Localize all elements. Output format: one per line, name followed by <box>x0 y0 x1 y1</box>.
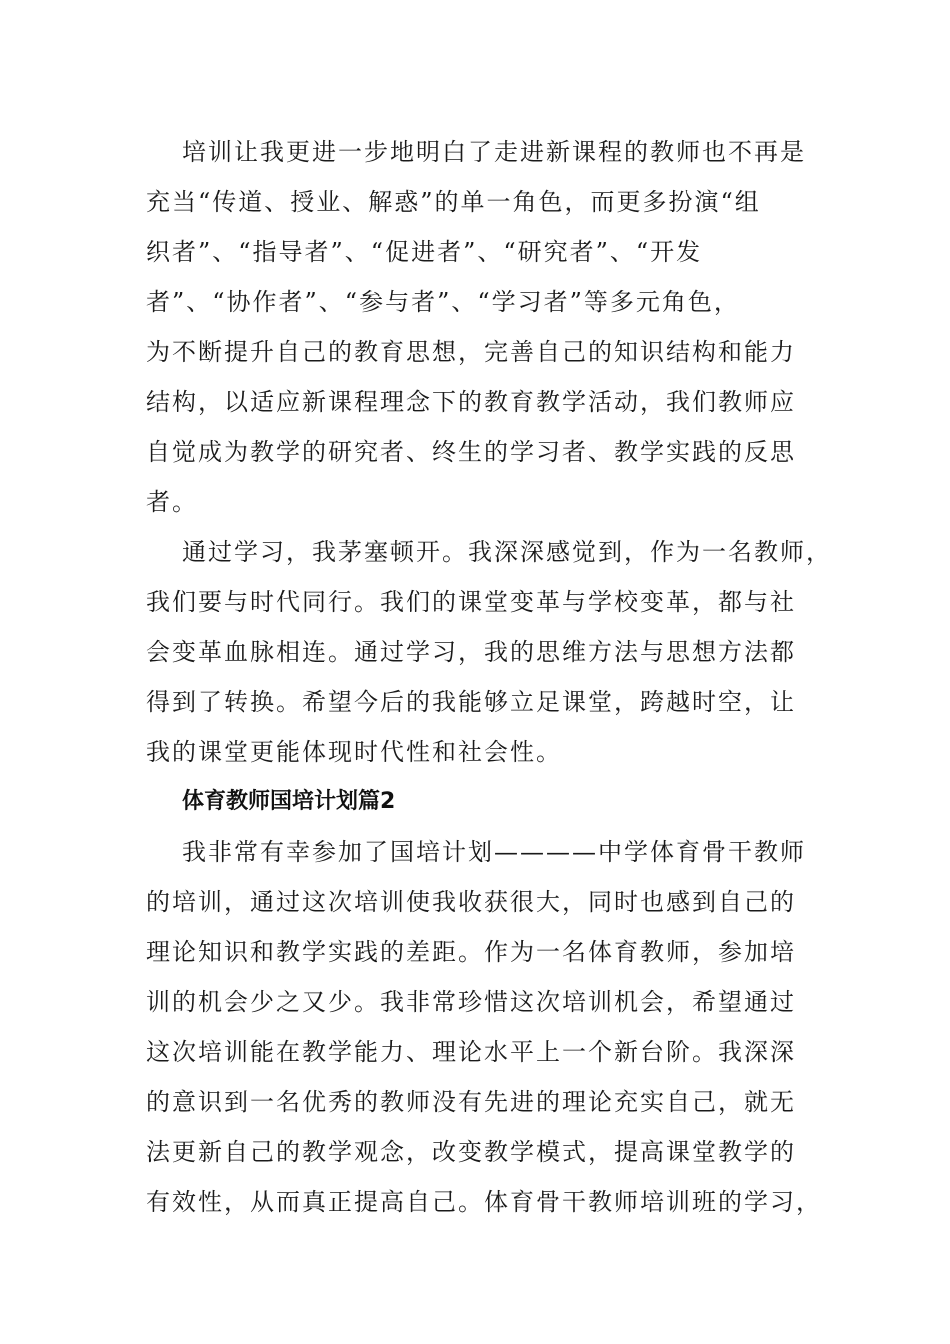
document-body <box>146 127 832 1227</box>
text-line: 我的课堂更能体现时代性和社会性。 <box>146 738 562 766</box>
text-line: 培训让我更进一步地明白了走进新课程的教师也不再是 <box>182 138 806 166</box>
paragraph-roles <box>146 127 806 527</box>
text-line: 这次培训能在教学能力、理论水平上一个新台阶。我深深 <box>146 1038 796 1066</box>
text-line: 理论知识和教学实践的差距。作为一名体育教师，参加培 <box>146 938 796 966</box>
text-line: 训的机会少之又少。我非常珍惜这次培训机会，希望通过 <box>146 988 796 1016</box>
text-line: 者。 <box>146 488 198 516</box>
paragraph-national-training <box>146 827 822 1227</box>
paragraph-learning <box>146 527 832 777</box>
text-line: 自觉成为教学的研究者、终生的学习者、教学实践的反思 <box>146 438 796 466</box>
text-line: 的意识到一名优秀的教师没有先进的理论充实自己，就无 <box>146 1088 796 1116</box>
text-line: 者”、“协作者”、“参与者”、“学习者”等多元角色， <box>146 288 740 316</box>
text-line: 我们要与时代同行。我们的课堂变革与学校变革，都与社 <box>146 588 796 616</box>
text-line: 为不断提升自己的教育思想，完善自己的知识结构和能力 <box>146 338 796 366</box>
text-line: 织者”、“指导者”、“促进者”、“研究者”、“开发 <box>146 238 703 266</box>
text-line: 法更新自己的教学观念，改变教学模式，提高课堂教学的 <box>146 1138 796 1166</box>
section-heading: 体育教师国培计划篇2 <box>182 789 396 814</box>
text-line: 有效性，从而真正提高自己。体育骨干教师培训班的学习， <box>146 1188 822 1216</box>
text-line: 充当“传道、授业、解惑”的单一角色，而更多扮演“组 <box>146 188 761 216</box>
text-line: 通过学习，我茅塞顿开。我深深感觉到，作为一名教师， <box>182 538 832 566</box>
text-line: 得到了转换。希望今后的我能够立足课堂，跨越时空，让 <box>146 688 796 716</box>
text-line: 结构，以适应新课程理念下的教育教学活动，我们教师应 <box>146 388 796 416</box>
text-line: 会变革血脉相连。通过学习，我的思维方法与思想方法都 <box>146 638 796 666</box>
text-line: 我非常有幸参加了国培计划————中学体育骨干教师 <box>182 838 806 866</box>
text-line: 的培训，通过这次培训使我收获很大，同时也感到自己的 <box>146 888 796 916</box>
